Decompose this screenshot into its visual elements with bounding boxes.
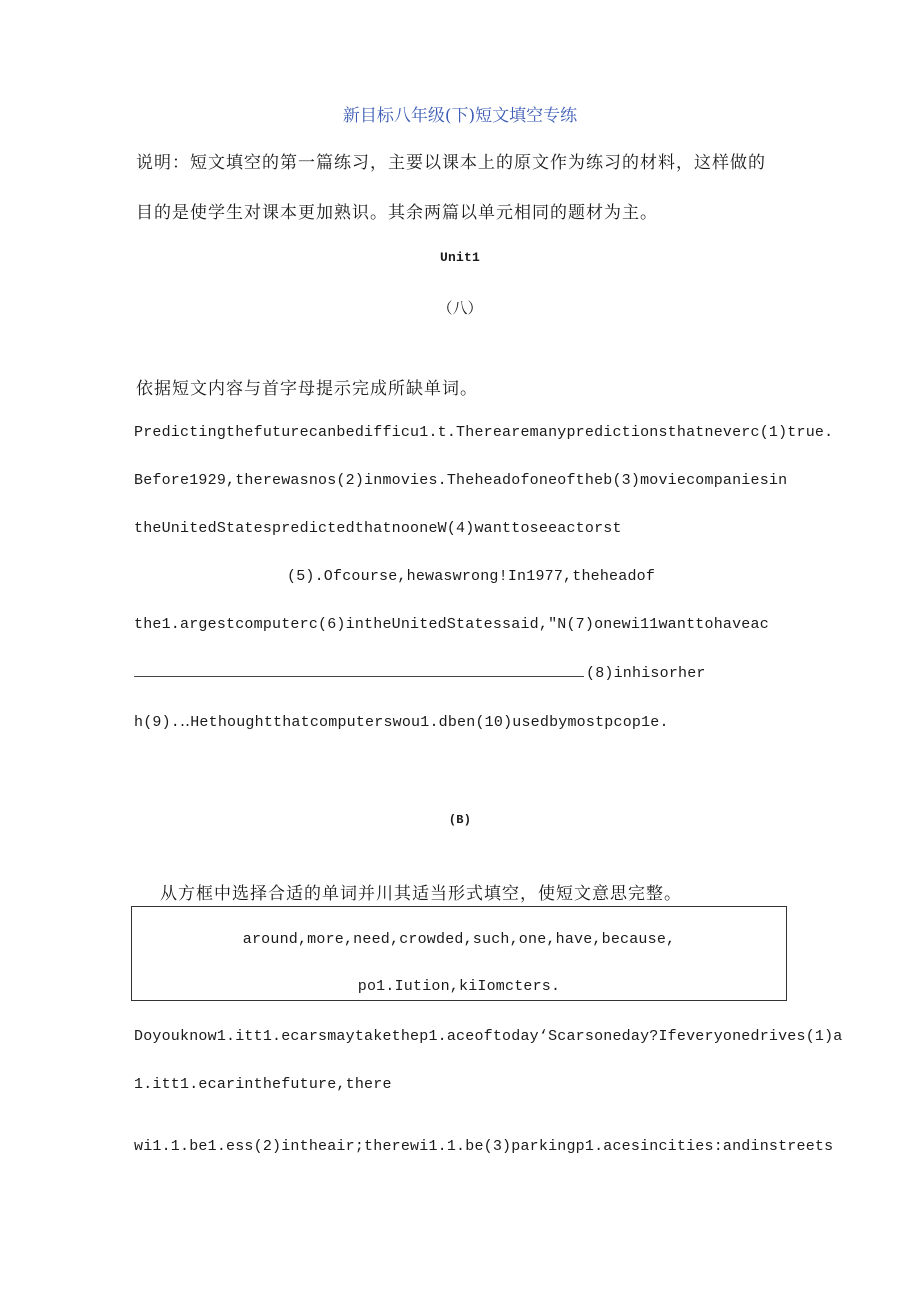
word-box-line-1: around,more,need,crowded,such,one,have,because,	[242, 931, 676, 948]
passage-b-line-1: Doyouknow1.itt1.ecarsmaytakethep1.aceoftoday‘Scarsoneday?Ifeveryonedrives(1)a	[134, 1028, 843, 1045]
intro-line-2: 目的是使学生对课本更加熟识。其余两篇以单元相同的题材为主。	[136, 203, 658, 223]
word-box-line-2: po1.Iution,kiIomcters.	[357, 978, 561, 995]
passage-a-line-6-text: (8)inhisorher	[586, 665, 706, 682]
passage-a-line-1: Predictingthefuturecanbediffic​u1.t.Therearemanypredictionsthatneverc(1)true.	[134, 424, 834, 441]
passage-a-line-7: h(9).‥Hethoughtthatcomputerswou1.dben(10)usedbymostpcop1e.	[134, 714, 669, 731]
passage-b-line-2: 1.itt1.ecarinthefuture,there	[134, 1076, 392, 1093]
section-a-label: （八）	[437, 299, 483, 317]
passage-b-line-3: wi1.1.be1.ess(2)intheair;therewi1.1.be(3)parkingp1.acesincities:andinstreets	[134, 1138, 834, 1155]
passage-a-line-5: the1.argestcomputerc(6)intheUnitedStatessaid,"N(7)onewi11wanttohaveac	[134, 616, 769, 633]
section-a-instruction: 依据短文内容与首字母提示完成所缺单词。	[136, 379, 478, 399]
section-b-label: (B)	[448, 813, 472, 827]
passage-a-line-4: (5).Ofcourse,hewaswrong!In1977,theheadof	[287, 568, 656, 585]
page-title: 新目标八年级(下)短文填空专练	[342, 106, 578, 126]
passage-a-line-2: Before1929,therewasnos(2)inmovies.Theheadofoneoftheb(3)moviecompaniesin	[134, 472, 788, 489]
answer-blank-line	[134, 664, 584, 677]
intro-line-1: 说明：短文填空的第一篇练习，主要以课本上的原文作为练习的材料，这样做的	[136, 153, 766, 173]
passage-a-line-3: theUnitedStatespredictedthatnooneW(4)wanttoseeactorst	[134, 520, 622, 537]
section-b-instruction: 从方框中选择合适的单词并川其适当形式填空，使短文意思完整。	[160, 884, 682, 904]
passage-a-line-6	[134, 664, 706, 682]
word-box	[131, 906, 787, 1001]
unit-heading: Unit1	[439, 250, 480, 265]
